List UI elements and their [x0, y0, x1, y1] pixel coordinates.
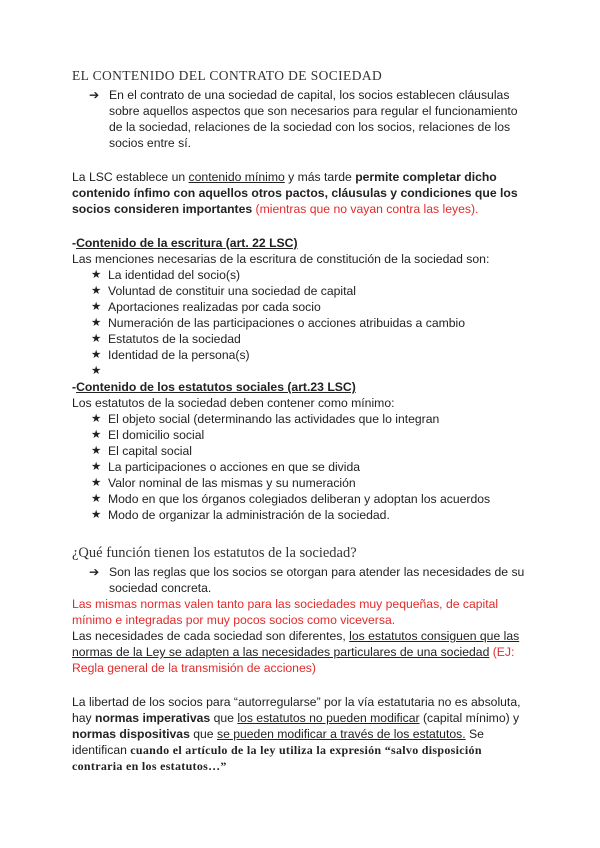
list-item-text: Voluntad de constituir una sociedad de capital [108, 284, 356, 298]
star-icon: ★ [91, 365, 102, 377]
funcion-red-paragraph: Las mismas normas valen tanto para las sociedades muy pequeñas, de capital mínimo e integradas por muy pocos socios como viceversa. [72, 597, 499, 627]
libertad-text-9: Se identifican [72, 727, 484, 757]
page-title: EL CONTENIDO DEL CONTRATO DE SOCIEDAD [72, 68, 383, 83]
star-icon: ★ [91, 413, 102, 425]
necesidades-paragraph [72, 628, 534, 676]
necesidades-red-example: (EJ: Regla general de la transmisión de acciones) [72, 645, 515, 675]
star-icon: ★ [91, 429, 102, 441]
list-item [72, 411, 534, 427]
list-item [72, 363, 534, 379]
list-item-text: Valor nominal de las mismas y su numeración [108, 476, 356, 490]
star-icon: ★ [91, 461, 102, 473]
list-item [72, 331, 534, 347]
list-item-text: El domicilio social [108, 428, 205, 442]
list-item [72, 507, 534, 523]
lsc-red-note: (mientras que no vayan contra las leyes). [252, 202, 479, 216]
list-item [72, 267, 534, 283]
escritura-prefix: - [72, 236, 77, 250]
normas-dispositivas: normas dispositivas [72, 727, 190, 741]
list-item-text: El objeto social (determinando las actividades que lo integran [108, 412, 440, 426]
list-item-text: La participaciones o acciones en que se divida [108, 460, 361, 474]
list-item [72, 443, 534, 459]
list-item [72, 491, 534, 507]
star-icon: ★ [91, 285, 102, 297]
lsc-paragraph [72, 169, 534, 217]
star-icon: ★ [91, 509, 102, 521]
list-item [72, 347, 534, 363]
lsc-text-3: y más tarde [284, 170, 356, 184]
normas-imperativas: normas imperativas [95, 711, 211, 725]
escritura-lead: Las menciones necesarias de la escritura de constitución de la sociedad son: [72, 252, 490, 266]
intro-text: En el contrato de una sociedad de capital, los socios establecen cláusulas sobre aquellos aspectos que son necesarios para regular el funcionamiento de la sociedad, relaciones de la sociedad con los socios, relaciones de los socios entre sí. [109, 88, 518, 150]
escritura-heading-text: Contenido de la escritura (art. 22 LSC) [76, 236, 298, 250]
estatutos-heading-text: Contenido de los estatutos sociales (art.23 LSC) [76, 380, 356, 394]
list-item-text: La identidad del socio(s) [108, 268, 241, 282]
libertad-paragraph [72, 694, 534, 774]
necesidades-underlined: los estatutos consiguen que las normas de la Ley se adapten a las necesidades particulares de una sociedad [72, 629, 520, 659]
libertad-underlined-1: los estatutos no pueden modificar [237, 711, 420, 725]
document-page [72, 68, 534, 774]
list-item-text: Aportaciones realizadas por cada socio [108, 300, 321, 314]
lsc-text-1: La LSC establece un [72, 170, 189, 184]
star-icon: ★ [91, 349, 102, 361]
estatutos-lead: Los estatutos de la sociedad deben contener como mínimo: [72, 396, 395, 410]
list-item-text: Estatutos de la sociedad [108, 332, 241, 346]
list-item [72, 315, 534, 331]
funcion-arrow-paragraph [72, 564, 534, 596]
list-item [72, 475, 534, 491]
lsc-contenido-minimo: contenido mínimo [188, 170, 285, 184]
libertad-text-3: que [210, 711, 238, 725]
star-icon: ★ [91, 333, 102, 345]
list-item-text: El capital social [108, 444, 192, 458]
list-item [72, 283, 534, 299]
list-item-text: Modo de organizar la administración de la sociedad. [108, 508, 390, 522]
star-icon: ★ [91, 269, 102, 281]
libertad-text-5: (capital mínimo) y [419, 711, 520, 725]
star-icon: ★ [91, 493, 102, 505]
arrow-icon: ➔ [89, 565, 100, 579]
list-item [72, 427, 534, 443]
funcion-arrow-text: Son las reglas que los socios se otorgan para atender las necesidades de su sociedad concreta. [109, 565, 525, 595]
star-icon: ★ [91, 477, 102, 489]
star-icon: ★ [91, 445, 102, 457]
list-item [72, 299, 534, 315]
estatutos-prefix: - [72, 380, 77, 394]
list-item-text: Numeración de las participaciones o acciones atribuidas a cambio [108, 316, 466, 330]
list-item-text: Modo en que los órganos colegiados deliberan y adoptan los acuerdos [108, 492, 491, 506]
star-icon: ★ [91, 317, 102, 329]
lsc-bold-text: permite completar dicho contenido ínfimo con aquellos otros pactos, cláusulas y condiciones que los socios consideren importantes [72, 170, 518, 216]
intro-paragraph [72, 87, 534, 151]
escritura-heading [72, 235, 534, 251]
escritura-list [72, 267, 534, 379]
libertad-text-1: La libertad de los socios para “autorregularse” por la vía estatutaria no es absoluta, hay [72, 695, 521, 725]
libertad-text-7: que [189, 727, 217, 741]
libertad-serif-quote: cuando el artículo de la ley utiliza la expresión “salvo disposición contraria en los estatutos…” [72, 743, 482, 773]
libertad-underlined-2: se pueden modificar a través de los estatutos. [216, 727, 466, 741]
necesidades-text-1: Las necesidades de cada sociedad son diferentes, [72, 629, 350, 643]
estatutos-heading [72, 379, 534, 395]
funcion-heading: ¿Qué función tienen los estatutos de la sociedad? [72, 545, 357, 561]
estatutos-list [72, 411, 534, 523]
arrow-icon: ➔ [89, 88, 100, 102]
list-item [72, 459, 534, 475]
list-item-text: Identidad de la persona(s) [108, 348, 250, 362]
star-icon: ★ [91, 301, 102, 313]
